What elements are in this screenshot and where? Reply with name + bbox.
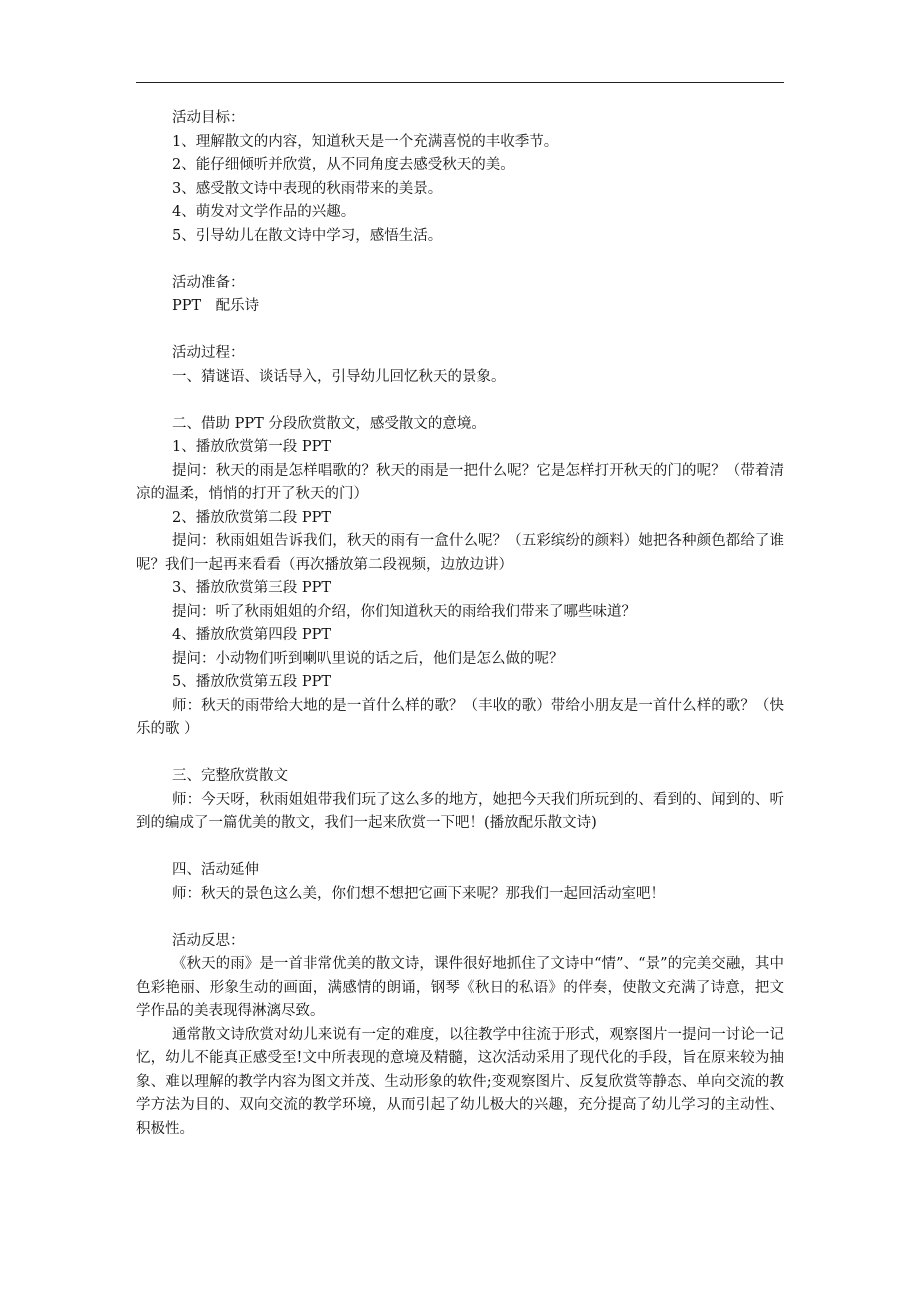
- ppt-part-question: 提问：听了秋雨姐姐的介绍，你们知道秋天的雨给我们带来了哪些味道？: [172, 603, 636, 620]
- process-step-4-text: 师：秋天的景色这么美，你们想不想把它画下来呢？那我们一起回活动室吧！: [172, 885, 665, 902]
- header-rule: [136, 82, 784, 83]
- document-body: [136, 107, 796, 1141]
- goal-item: 2、能仔细倾听并欣赏，从不同角度去感受秋天的美。: [172, 157, 515, 173]
- process-step-1: 一、猜谜语、谈话导入，引导幼儿回忆秋天的景象。: [172, 368, 506, 385]
- ppt-part-title: 2、播放欣赏第二段 PPT: [172, 509, 332, 526]
- ppt-part-question: 提问：秋天的雨是怎样唱歌的？秋天的雨是一把什么呢？它是怎样打开秋天的门的呢？（带着清凉的温柔，悄悄的打开了秋天的门）: [136, 462, 784, 502]
- prep-text: PPT 配乐诗: [172, 298, 260, 314]
- process-step-3-title: 三、完整欣赏散文: [172, 768, 288, 784]
- ppt-part-title: 1、播放欣赏第一段 PPT: [172, 439, 332, 455]
- process-step-2-title: 二、借助 PPT 分段欣赏散文，感受散文的意境。: [172, 415, 486, 432]
- ppt-part-title: 3、播放欣赏第三段 PPT: [172, 580, 332, 596]
- prep-heading: 活动准备：: [172, 274, 245, 291]
- ppt-part-question: 提问：秋雨姐姐告诉我们，秋天的雨有一盒什么呢？（五彩缤纷的颜料）她把各种颜色都给了谁呢？我们一起再来看看（再次播放第二段视频，边放边讲）: [136, 533, 784, 573]
- ppt-part-title: 4、播放欣赏第四段 PPT: [172, 627, 332, 643]
- ppt-part-question: 提问：小动物们听到喇叭里说的话之后，他们是怎么做的呢？: [172, 650, 564, 667]
- goal-item: 3、感受散文诗中表现的秋雨带来的美景。: [172, 180, 443, 197]
- goal-item: 4、萌发对文学作品的兴趣。: [172, 204, 356, 220]
- process-step-4-title: 四、活动延伸: [172, 862, 259, 878]
- reflection-paragraph-1: 《秋天的雨》是一首非常优美的散文诗，课件很好地抓住了文诗中“情”、“景”的完美交融，其中色彩艳丽、形象生动的画面，满感情的朗诵，钢琴《秋日的私语》的伴奏，使散文充满了诗意，把文学作品的美表现得淋漓尽致。: [136, 956, 784, 1019]
- process-step-3-text: 师：今天呀，秋雨姐姐带我们玩了这么多的地方，她把今天我们所玩到的、看到的、闻到的、听到的编成了一篇优美的散文，我们一起来欣赏一下吧！(播放配乐散文诗): [136, 791, 784, 831]
- goal-item: 1、理解散文的内容，知道秋天是一个充满喜悦的丰收季节。: [172, 133, 559, 150]
- process-heading: 活动过程：: [172, 345, 245, 361]
- reflection-heading: 活动反思：: [172, 932, 245, 949]
- goals-heading: 活动目标：: [172, 110, 245, 126]
- reflection-paragraph-2: 通常散文诗欣赏对幼儿来说有一定的难度，以往教学中往流于形式，观察图片一提问一讨论一记忆，幼儿不能真正感受至!文中所表现的意境及精髓，这次活动采用了现代化的手段，旨在原来较为抽象、难以理解的教学内容为图文并茂、生动形象的软件;变观察图片、反复欣赏等静态、单向交流的教学方法为目的、双向交流的教学环境，从而引起了幼儿极大的兴趣，充分提高了幼儿学习的主动性、积极性。: [136, 1026, 784, 1137]
- goal-item: 5、引导幼儿在散文诗中学习，感悟生活。: [172, 227, 443, 244]
- ppt-part-title: 5、播放欣赏第五段 PPT: [172, 674, 332, 690]
- ppt-part-question: 师：秋天的雨带给大地的是一首什么样的歌？（丰收的歌）带给小朋友是一首什么样的歌？（快乐的歌 ）: [136, 697, 784, 737]
